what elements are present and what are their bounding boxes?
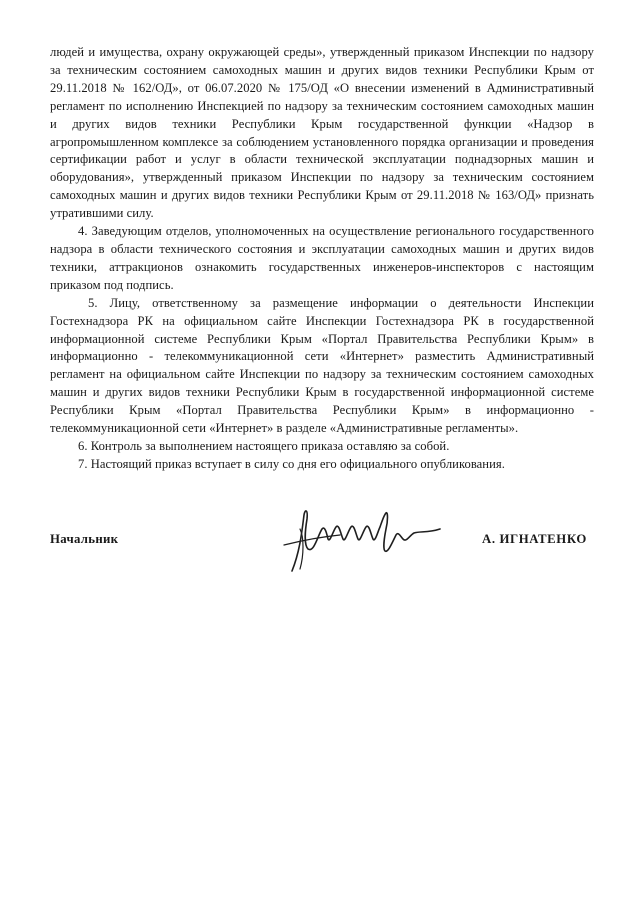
- paragraph-continuation: людей и имущества, охрану окружающей среды», утвержденный приказом Инспекции по надзору за техническим состоянием самоходных машин и других видов техники Республики Крым от 29.11.2018 № 162/ОД», от 06.07.2020 № 175/ОД «О внесении изменений в Административный регламент по исполнению Инспекцией по надзору за техническим состоянием самоходных машин и других видов техники Республики Крым государственной функции «Надзор в агропромышленном комплексе за соблюдением установленного порядка организации и проведения сертификации работ и услуг в области технической эксплуатации поднадзорных машин и оборудования», утвержденный приказом Инспекции по надзору за техническим состоянием самоходных машин и других видов техники Республики Крым от 29.11.2018 № 163/ОД» признать утратившими силу.: [50, 45, 594, 221]
- paragraph-item-5: 5. Лицу, ответственному за размещение информации о деятельности Инспекции Гостехнадзора РК на официальном сайте Инспекции Гостехнадзора РК в государственной информационной системе Республики Крым «Портал Правительства Республики Крым» в информационно - телекоммуникационной сети «Интернет» разместить Административный регламент на официальном сайте Инспекции по надзору за техническим состоянием самоходных машин и других видов техники Республики Крым в государственной информационной системе Республики Крым «Портал Правительства Республики Крым» в информационно - телекоммуникационной сети «Интернет» в разделе «Административные регламенты».: [50, 295, 594, 436]
- signature-block: [0, 505, 634, 585]
- handwritten-signature: [270, 505, 470, 575]
- signatory-position: Начальник: [50, 532, 119, 546]
- document-body: [50, 44, 594, 474]
- paragraph-item-6: 6. Контроль за выполнением настоящего приказа оставляю за собой.: [78, 438, 450, 453]
- signatory-name: А. ИГНАТЕНКО: [482, 532, 587, 546]
- paragraph-item-7: 7. Настоящий приказ вступает в силу со дня его официального опубликования.: [78, 456, 505, 471]
- paragraph-item-4: 4. Заведующим отделов, уполномоченных на осуществление регионального государственного надзора в области технического состояния и эксплуатации самоходных машин и других видов техники, аттракционов ознакомить государственных инженеров-инспекторов с настоящим приказом под подпись.: [50, 224, 594, 292]
